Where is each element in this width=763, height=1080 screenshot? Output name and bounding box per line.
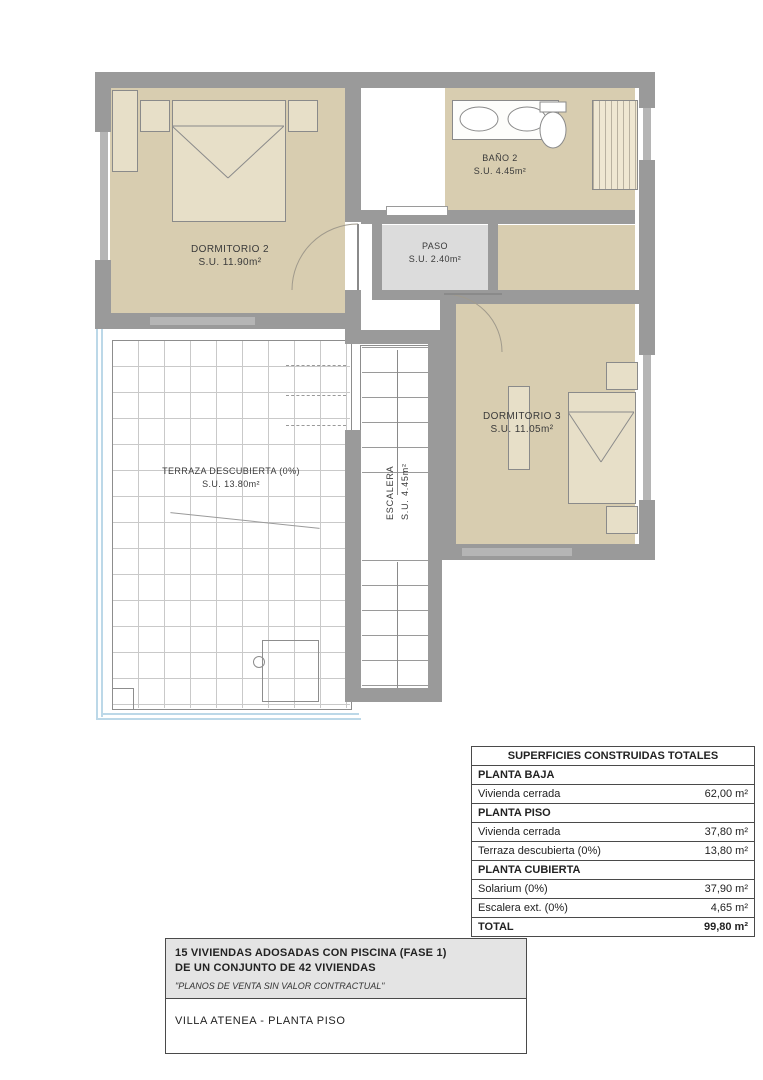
- nightstand-dorm2-left: [140, 100, 170, 132]
- bed-dorm3-cover-icon: [568, 392, 634, 502]
- door-bano: [386, 206, 448, 216]
- surfaces-row-label: Vivienda cerrada: [478, 788, 561, 800]
- surfaces-row-value: 37,80 m²: [704, 826, 748, 838]
- terrace-stair-guide-3: [286, 425, 346, 427]
- label-dormitorio3-name: DORMITORIO 3: [483, 411, 561, 422]
- terrace-edge-line-left2: [101, 329, 103, 717]
- table-row: [472, 842, 754, 861]
- terrace-step: [262, 640, 319, 702]
- surfaces-row-value: 13,80 m²: [704, 845, 748, 857]
- room-fill-hall-right: [497, 225, 635, 295]
- wall-right-window-2: [643, 355, 651, 500]
- nightstand-dorm3-bottom: [606, 506, 638, 534]
- wall-dorm2-right: [345, 72, 361, 222]
- label-paso: [380, 240, 490, 266]
- surfaces-total-row: [472, 918, 754, 936]
- label-terraza-name: TERRAZA DESCUBIERTA (0%): [162, 466, 300, 476]
- sink-basin-left-icon: [458, 104, 500, 134]
- surfaces-row-label: Terraza descubierta (0%): [478, 845, 601, 857]
- title-project-name: VILLA ATENEA - PLANTA PISO: [175, 1015, 346, 1027]
- label-paso-name: PASO: [422, 241, 448, 251]
- table-row: [472, 785, 754, 804]
- stair-arrow-down: [397, 562, 398, 697]
- terrace-drain: [112, 688, 134, 710]
- title-block: [165, 938, 527, 1054]
- surfaces-section-planta-cubierta: PLANTA CUBIERTA: [472, 861, 754, 880]
- surfaces-row-value: 37,90 m²: [704, 883, 748, 895]
- label-bano2-area: S.U. 4.45m²: [473, 166, 527, 176]
- surfaces-section-planta-piso: PLANTA PISO: [472, 804, 754, 823]
- surfaces-row-value: 4,65 m²: [710, 902, 748, 914]
- label-bano2: [442, 152, 558, 178]
- surfaces-section-planta-baja: PLANTA BAJA: [472, 766, 754, 785]
- terrace-edge-line-bottom: [96, 718, 361, 720]
- stair-arrow-up: [397, 350, 398, 495]
- terrace-edge-line-bottom2: [101, 713, 359, 715]
- wall-right-mid: [639, 160, 655, 355]
- wall-left-window: [100, 132, 108, 260]
- title-disclaimer: "PLANOS DE VENTA SIN VALOR CONTRACTUAL": [175, 981, 385, 991]
- surfaces-total-label: TOTAL: [478, 921, 514, 933]
- nightstand-dorm2-right: [288, 100, 318, 132]
- table-row: [472, 823, 754, 842]
- terrace-stair-guide-1: [286, 365, 346, 367]
- title-line-1: 15 VIVIENDAS ADOSADAS CON PISCINA (FASE 1): [175, 947, 447, 959]
- surfaces-row-value: 62,00 m²: [704, 788, 748, 800]
- wall-top: [95, 72, 655, 88]
- surfaces-total-value: 99,80 m²: [703, 921, 748, 933]
- surfaces-table: [471, 746, 755, 937]
- surfaces-header: SUPERFICIES CONSTRUIDAS TOTALES: [472, 747, 754, 766]
- surfaces-row-label: Vivienda cerrada: [478, 826, 561, 838]
- wall-stair-bottom: [345, 688, 442, 702]
- wall-stair-right: [428, 330, 442, 700]
- wall-left-upper: [95, 72, 111, 132]
- label-bano2-name: BAÑO 2: [482, 153, 518, 163]
- shower-tray: [592, 100, 638, 190]
- wall-stair-top: [345, 330, 442, 344]
- wardrobe-dorm2: [112, 90, 138, 172]
- label-dormitorio2-area: S.U. 11.90m²: [198, 257, 262, 268]
- title-block-body: [166, 999, 526, 1053]
- label-terraza-area: S.U. 13.80m²: [202, 479, 260, 489]
- wall-dorm2-bottom-window: [150, 317, 255, 325]
- title-block-header: [166, 939, 526, 999]
- wall-stair-left: [345, 430, 361, 700]
- label-dormitorio2: [140, 243, 320, 269]
- title-line-2: DE UN CONJUNTO DE 42 VIVIENDAS: [175, 962, 376, 974]
- label-dormitorio3-area: S.U. 11.05m²: [490, 424, 554, 435]
- wall-right-top: [639, 72, 655, 108]
- label-terraza: [118, 465, 344, 491]
- bed-dorm2-cover-icon: [172, 100, 284, 220]
- label-dormitorio2-name: DORMITORIO 2: [191, 244, 269, 255]
- nightstand-dorm3-top: [606, 362, 638, 390]
- door-swing-paso-icon: [440, 292, 510, 354]
- surfaces-row-label: Escalera ext. (0%): [478, 902, 568, 914]
- label-escalera-area: S.U. 4.45m²: [400, 463, 410, 520]
- table-row: [472, 899, 754, 918]
- terrace-edge-line-left: [96, 324, 98, 720]
- table-row: [472, 880, 754, 899]
- label-paso-area: S.U. 2.40m²: [408, 254, 462, 264]
- toilet-icon: [536, 100, 570, 152]
- label-escalera-name: ESCALERA: [385, 465, 395, 520]
- wall-right-window-1: [643, 108, 651, 160]
- label-dormitorio3: [452, 410, 592, 436]
- terrace-stair-guide-2: [286, 395, 346, 397]
- surfaces-row-label: Solarium (0%): [478, 883, 548, 895]
- terrace-shape-detail: [253, 656, 265, 668]
- wall-bottom-right-window: [462, 548, 572, 556]
